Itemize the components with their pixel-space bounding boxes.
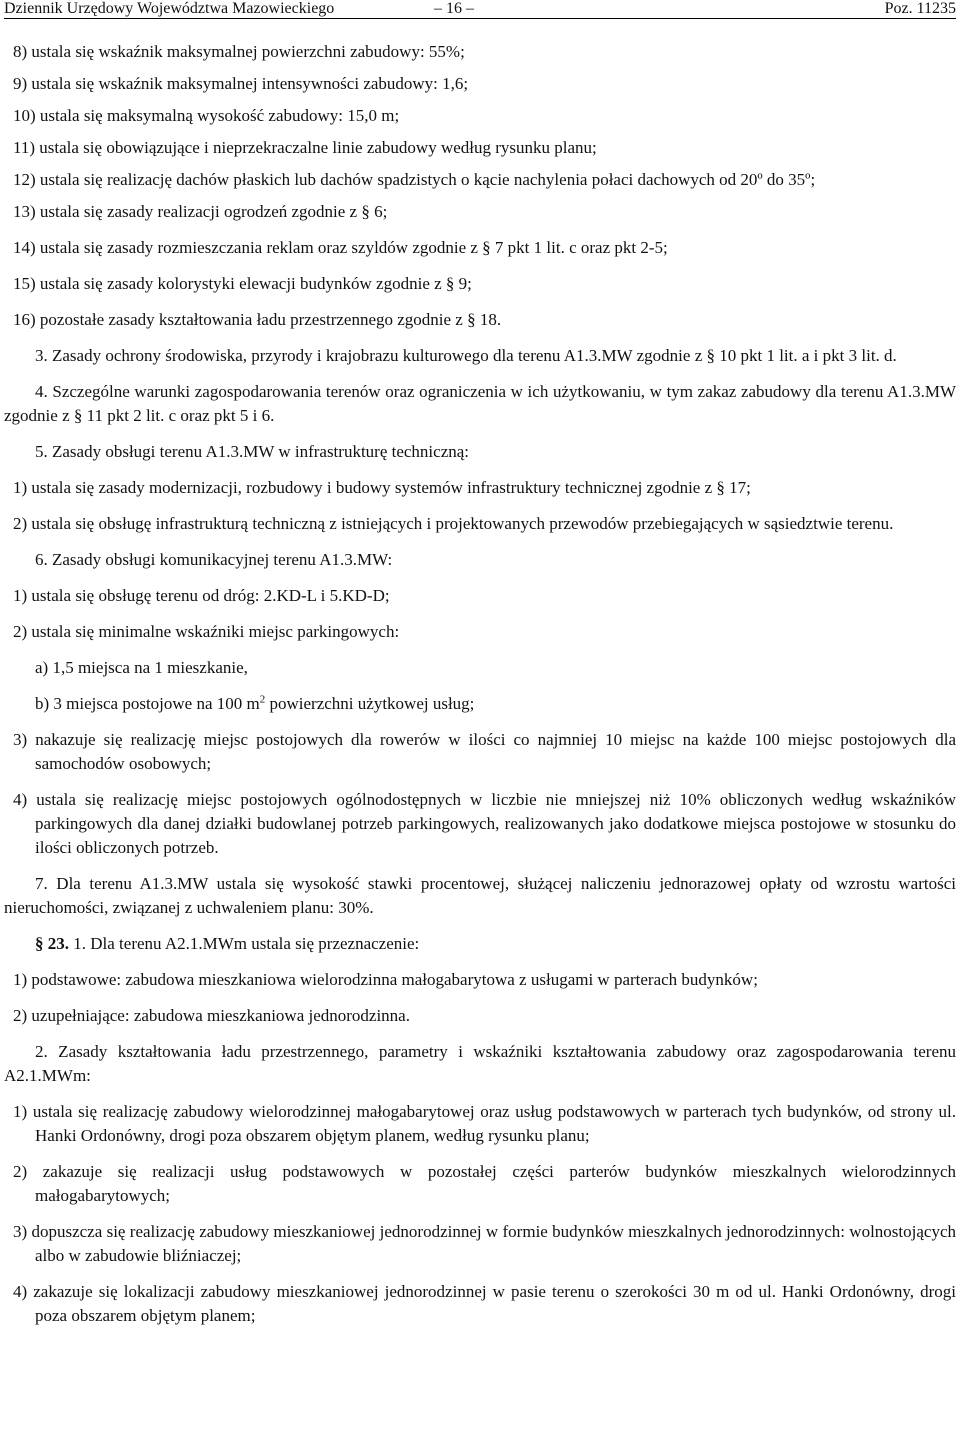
paragraph-23-text: 1. Dla terenu A2.1.MWm ustala się przeznaczenie: [69, 934, 420, 953]
list-item: 1) ustala się realizację zabudowy wielorodzinnej małogabarytowej oraz usług podstawowych w parterach tych budynków, od strony ul. Hanki Ordonówny, drogi poza obszarem objętym planem, według rysunku planu; [13, 1102, 956, 1145]
superscript: 2 [259, 693, 266, 706]
list-item: 1) podstawowe: zabudowa mieszkaniowa wielorodzinna małogabarytowa z usługami w parterach budynków; [13, 970, 758, 989]
page-number: – 16 – [434, 0, 474, 17]
sub-item-a [4, 656, 956, 680]
list-item: 3) dopuszcza się realizację zabudowy mieszkaniowej jednorodzinnej w formie budynków mieszkalnych jednorodzinnych: wolnostojących albo w zabudowie bliźniaczej; [13, 1222, 956, 1265]
section-6: 6. Zasady obsługi komunikacyjnej terenu A1.3.MW: [35, 550, 393, 569]
page-header [4, 0, 956, 19]
list-item: 12) ustala się realizację dachów płaskich lub dachów spadzistych o kącie nachylenia połaci dachowych od 20º do 35º; [13, 170, 816, 189]
paragraph-23-section-2: 2. Zasady kształtowania ładu przestrzennego, parametry i wskaźniki kształtowania zabudowy oraz zagospodarowania terenu A2.1.MWm: [4, 1042, 956, 1085]
list-item: 4) ustala się realizację miejsc postojowych ogólnodostępnych w liczbie nie mniejszej niż 10% obliczonych według wskaźników parkingowych dla danej działki budowlanej potrzeb parkingowych, realizowanych jako dodatkowe miejsca postojowe w stosunku do ilości obliczonych potrzeb. [13, 790, 956, 857]
list-item: 10) ustala się maksymalną wysokość zabudowy: 15,0 m; [13, 106, 400, 125]
section-7: 7. Dla terenu A1.3.MW ustala się wysokość stawki procentowej, służącej naliczeniu jednorazowej opłaty od wzrostu wartości nieruchomości, związanej z uchwaleniem planu: 30%. [4, 874, 956, 917]
list-item: 2) uzupełniające: zabudowa mieszkaniowa jednorodzinna. [13, 1006, 410, 1025]
list-item: 1) ustala się zasady modernizacji, rozbudowy i budowy systemów infrastruktury technicznej zgodnie z § 17; [13, 478, 751, 497]
list-item: 1) ustala się obsługę terenu od dróg: 2.KD-L i 5.KD-D; [13, 586, 390, 605]
section-4: 4. Szczególne warunki zagospodarowania terenów oraz ograniczenia w ich użytkowaniu, w tym zakaz zabudowy dla terenu A1.3.MW zgodnie z § 11 pkt 2 lit. c oraz pkt 5 i 6. [4, 382, 956, 425]
list-item: 13) ustala się zasady realizacji ogrodzeń zgodnie z § 6; [13, 202, 388, 221]
section-3: 3. Zasady ochrony środowiska, przyrody i krajobrazu kulturowego dla terenu A1.3.MW zgodnie z § 10 pkt 1 lit. a i pkt 3 lit. d. [35, 346, 897, 365]
list-item: 9) ustala się wskaźnik maksymalnej intensywności zabudowy: 1,6; [13, 74, 469, 93]
list-item: 16) pozostałe zasady kształtowania ładu przestrzennego zgodnie z § 18. [13, 310, 502, 329]
list-item: 2) zakazuje się realizacji usług podstawowych w pozostałej części parterów budynków mieszkalnych wielorodzinnych małogabarytowych; [13, 1162, 956, 1205]
sub-item-b [4, 692, 956, 716]
document-body [4, 40, 956, 1340]
sub-item-a-text: a) 1,5 miejsca na 1 mieszkanie, [35, 658, 248, 677]
list-item: 2) ustala się obsługę infrastrukturą techniczną z istniejących i projektowanych przewodów przebiegających w sąsiedztwie terenu. [13, 514, 894, 533]
list-item: 15) ustala się zasady kolorystyki elewacji budynków zgodnie z § 9; [13, 274, 472, 293]
position-number: Poz. 11235 [884, 0, 956, 17]
journal-title: Dziennik Urzędowy Województwa Mazowieckiego [4, 0, 335, 17]
sub-item-b-tail: powierzchni użytkowej usług; [265, 694, 475, 713]
sub-item-b-text: b) 3 miejsca postojowe na 100 m [35, 694, 260, 713]
paragraph-sign: § 23. [35, 934, 69, 953]
list-item: 3) nakazuje się realizację miejsc postojowych dla rowerów w ilości co najmniej 10 miejsc na każde 100 miejsc postojowych dla samochodów osobowych; [13, 730, 956, 773]
list-item: 8) ustala się wskaźnik maksymalnej powierzchni zabudowy: 55%; [13, 42, 465, 61]
section-5: 5. Zasady obsługi terenu A1.3.MW w infrastrukturę techniczną: [35, 442, 470, 461]
paragraph-23 [4, 932, 956, 956]
list-item: 14) ustala się zasady rozmieszczania reklam oraz szyldów zgodnie z § 7 pkt 1 lit. c oraz pkt 2-5; [13, 238, 668, 257]
list-item: 11) ustala się obowiązujące i nieprzekraczalne linie zabudowy według rysunku planu; [13, 138, 597, 157]
list-item: 2) ustala się minimalne wskaźniki miejsc parkingowych: [13, 622, 400, 641]
list-item: 4) zakazuje się lokalizacji zabudowy mieszkaniowej jednorodzinnej w pasie terenu o szerokości 30 m od ul. Hanki Ordonówny, drogi poza obszarem objętym planem; [13, 1282, 956, 1325]
